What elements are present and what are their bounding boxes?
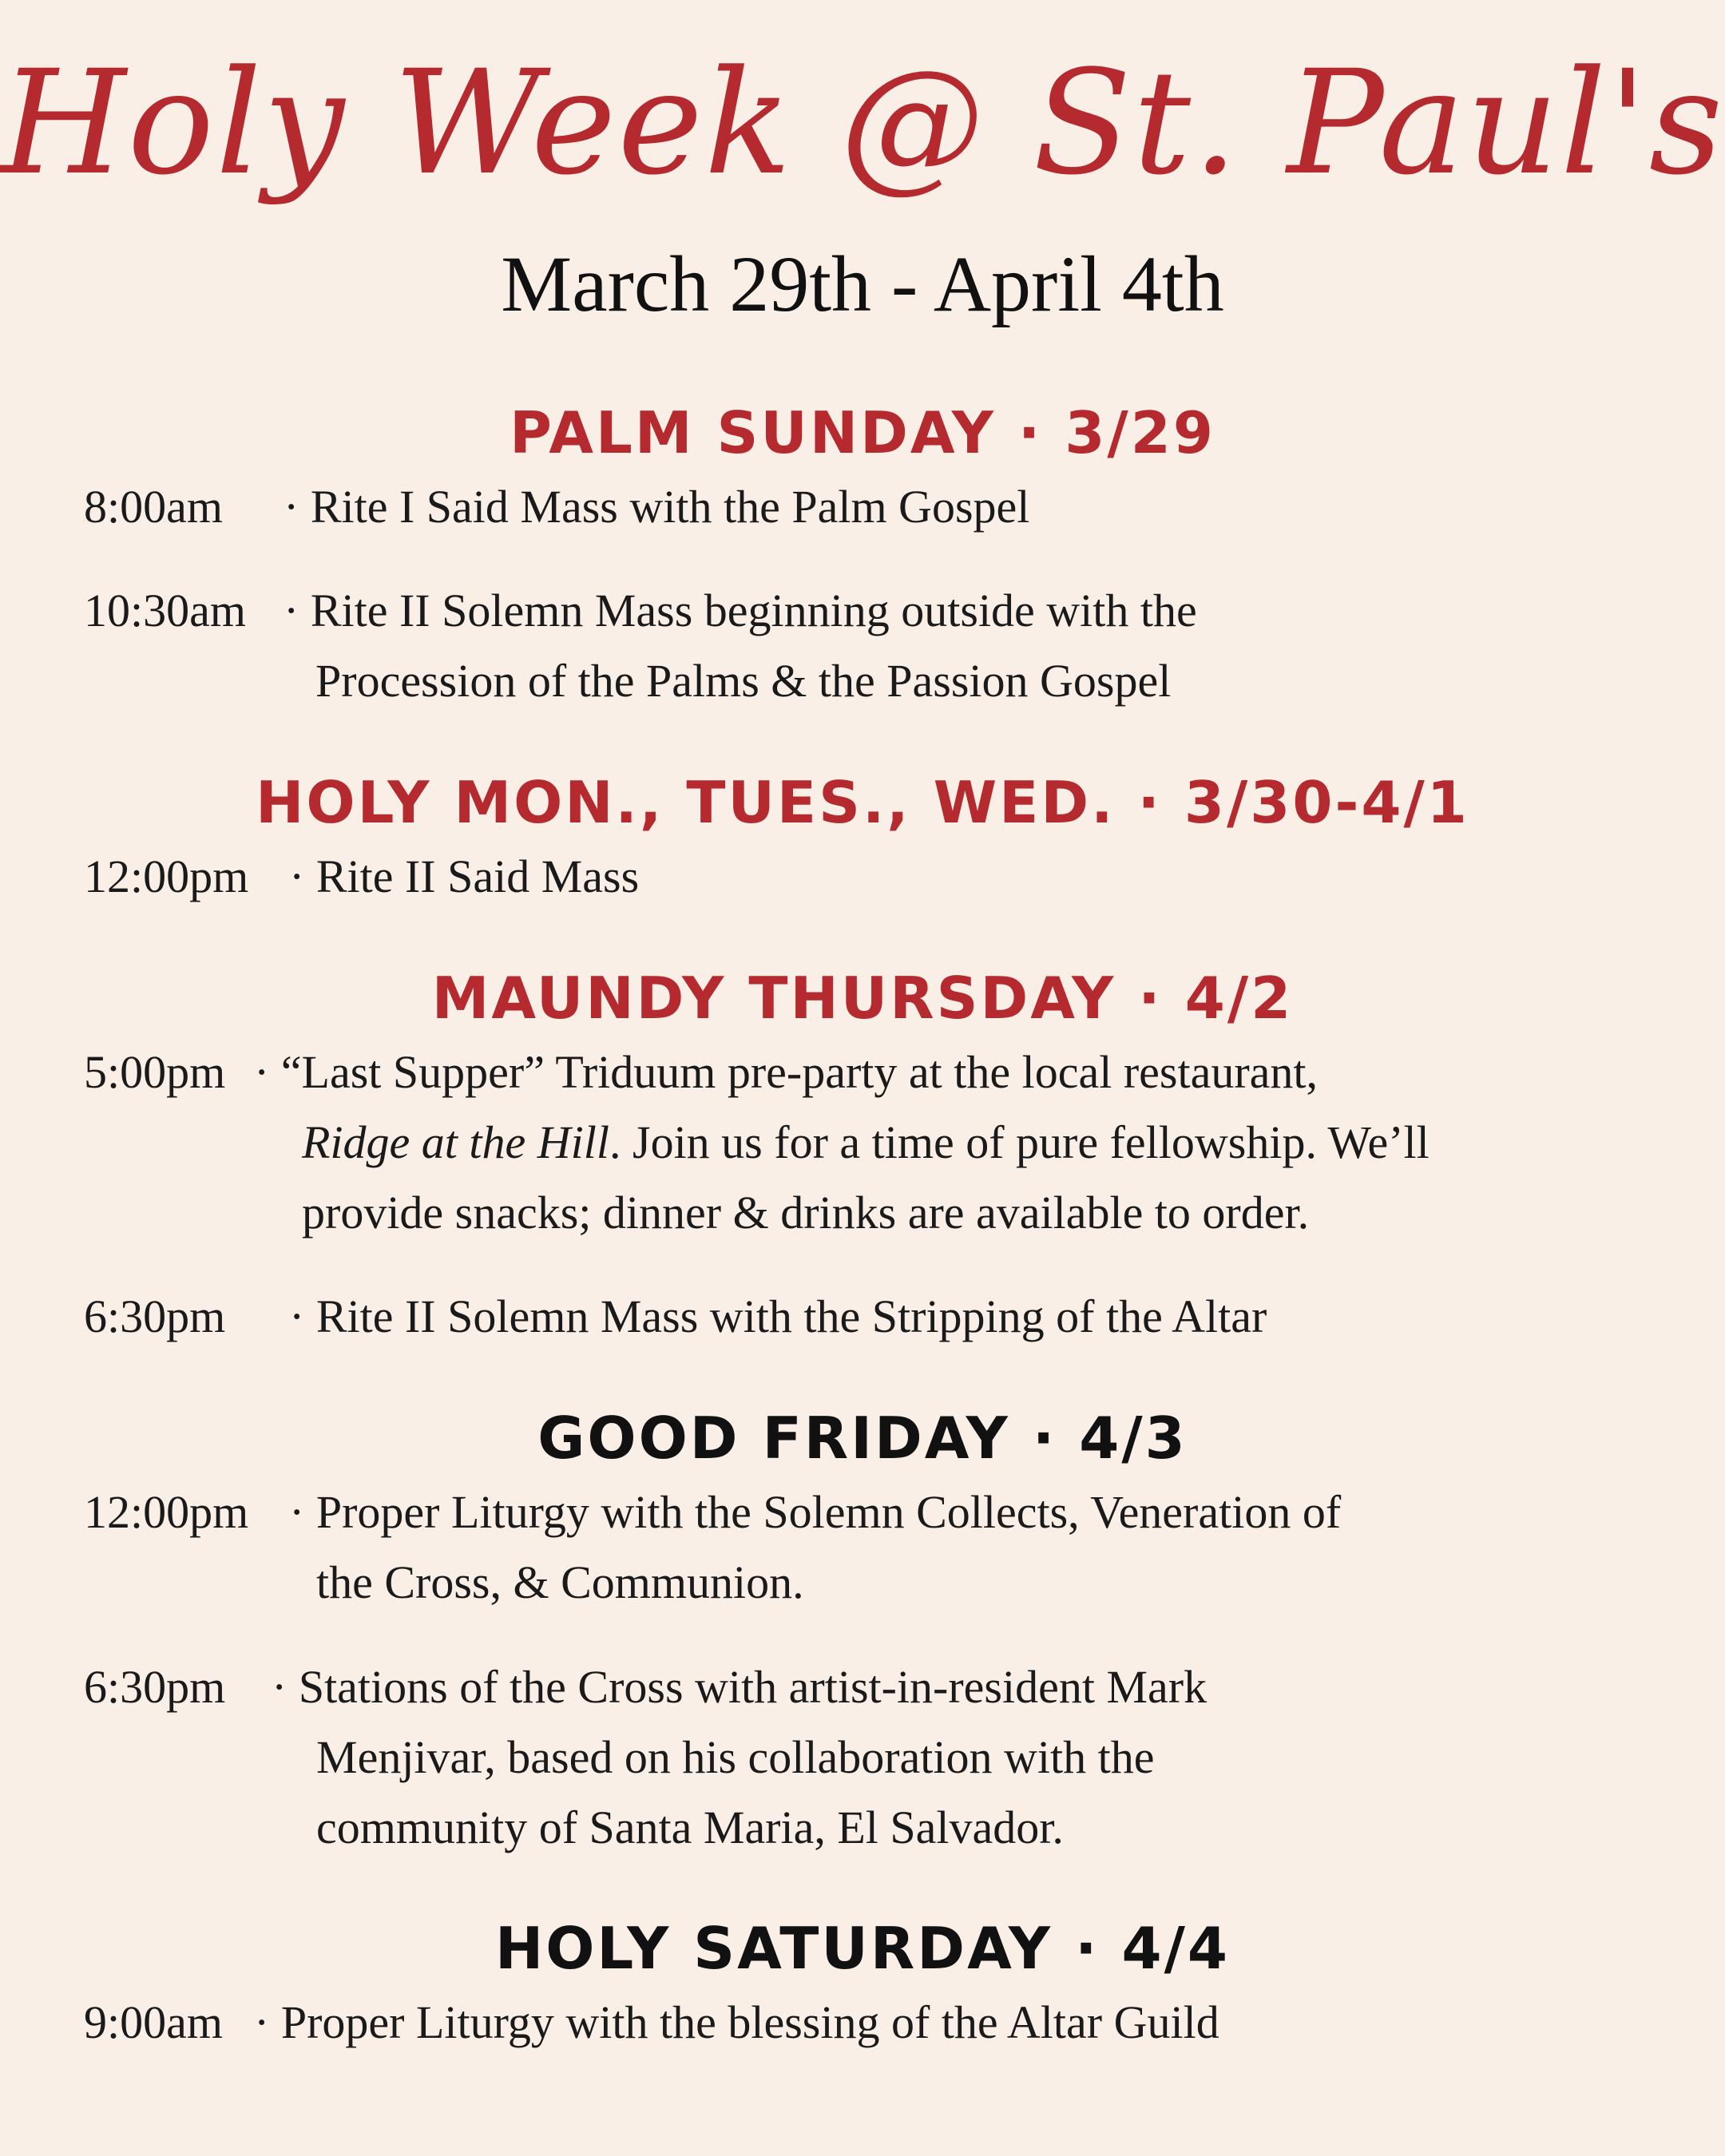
date-range: March 29th - April 4th (501, 240, 1224, 328)
event-desc-cont: Ridge at the Hill. Join us for a time of pure fellowship. We’ll (302, 1116, 1430, 1168)
heading-palm-sunday: PALM SUNDAY · 3/29 (510, 399, 1215, 466)
event-desc: · Rite II Solemn Mass with the Stripping of the Altar (289, 1290, 1267, 1342)
event-time: 6:30pm (84, 1661, 226, 1713)
page-title: Holy Week @ St. Paul's (0, 40, 1725, 207)
event-desc-cont: the Cross, & Communion. (316, 1556, 804, 1608)
event-desc-cont: Procession of the Palms & the Passion Gospel (315, 655, 1172, 707)
event-time: 6:30pm (84, 1290, 226, 1342)
event-time: 12:00pm (84, 850, 249, 902)
event-desc-cont: Menjivar, based on his collaboration with the (316, 1731, 1155, 1783)
event-desc: · Stations of the Cross with artist-in-resident Mark (272, 1661, 1208, 1713)
heading-holy-mon-tues-wed: HOLY MON., TUES., WED. · 3/30-4/1 (256, 769, 1469, 836)
heading-holy-saturday: HOLY SATURDAY · 4/4 (494, 1915, 1231, 1982)
event-desc: · Proper Liturgy with the blessing of the Altar Guild (254, 1996, 1219, 2048)
event-time: 12:00pm (84, 1486, 249, 1538)
event-desc: · Proper Liturgy with the Solemn Collects, Veneration of (289, 1486, 1342, 1538)
heading-good-friday: GOOD FRIDAY · 4/3 (537, 1405, 1188, 1472)
event-time: 10:30am (84, 585, 246, 636)
event-time: 8:00am (84, 481, 223, 533)
event-time: 5:00pm (84, 1046, 226, 1098)
restaurant-name: Ridge at the Hill (302, 1116, 609, 1168)
event-desc: · Rite II Said Mass (289, 850, 640, 902)
heading-maundy-thursday: MAUNDY THURSDAY · 4/2 (431, 965, 1294, 1032)
event-desc: · “Last Supper” Triduum pre-party at the local restaurant, (254, 1046, 1318, 1098)
event-time: 9:00am (84, 1996, 223, 2048)
event-desc-cont: provide snacks; dinner & drinks are available to order. (302, 1187, 1310, 1239)
event-desc: · Rite II Solemn Mass beginning outside with the (284, 585, 1197, 636)
event-desc-cont: community of Santa Maria, El Salvador. (316, 1801, 1064, 1853)
event-desc: · Rite I Said Mass with the Palm Gospel (284, 481, 1030, 533)
